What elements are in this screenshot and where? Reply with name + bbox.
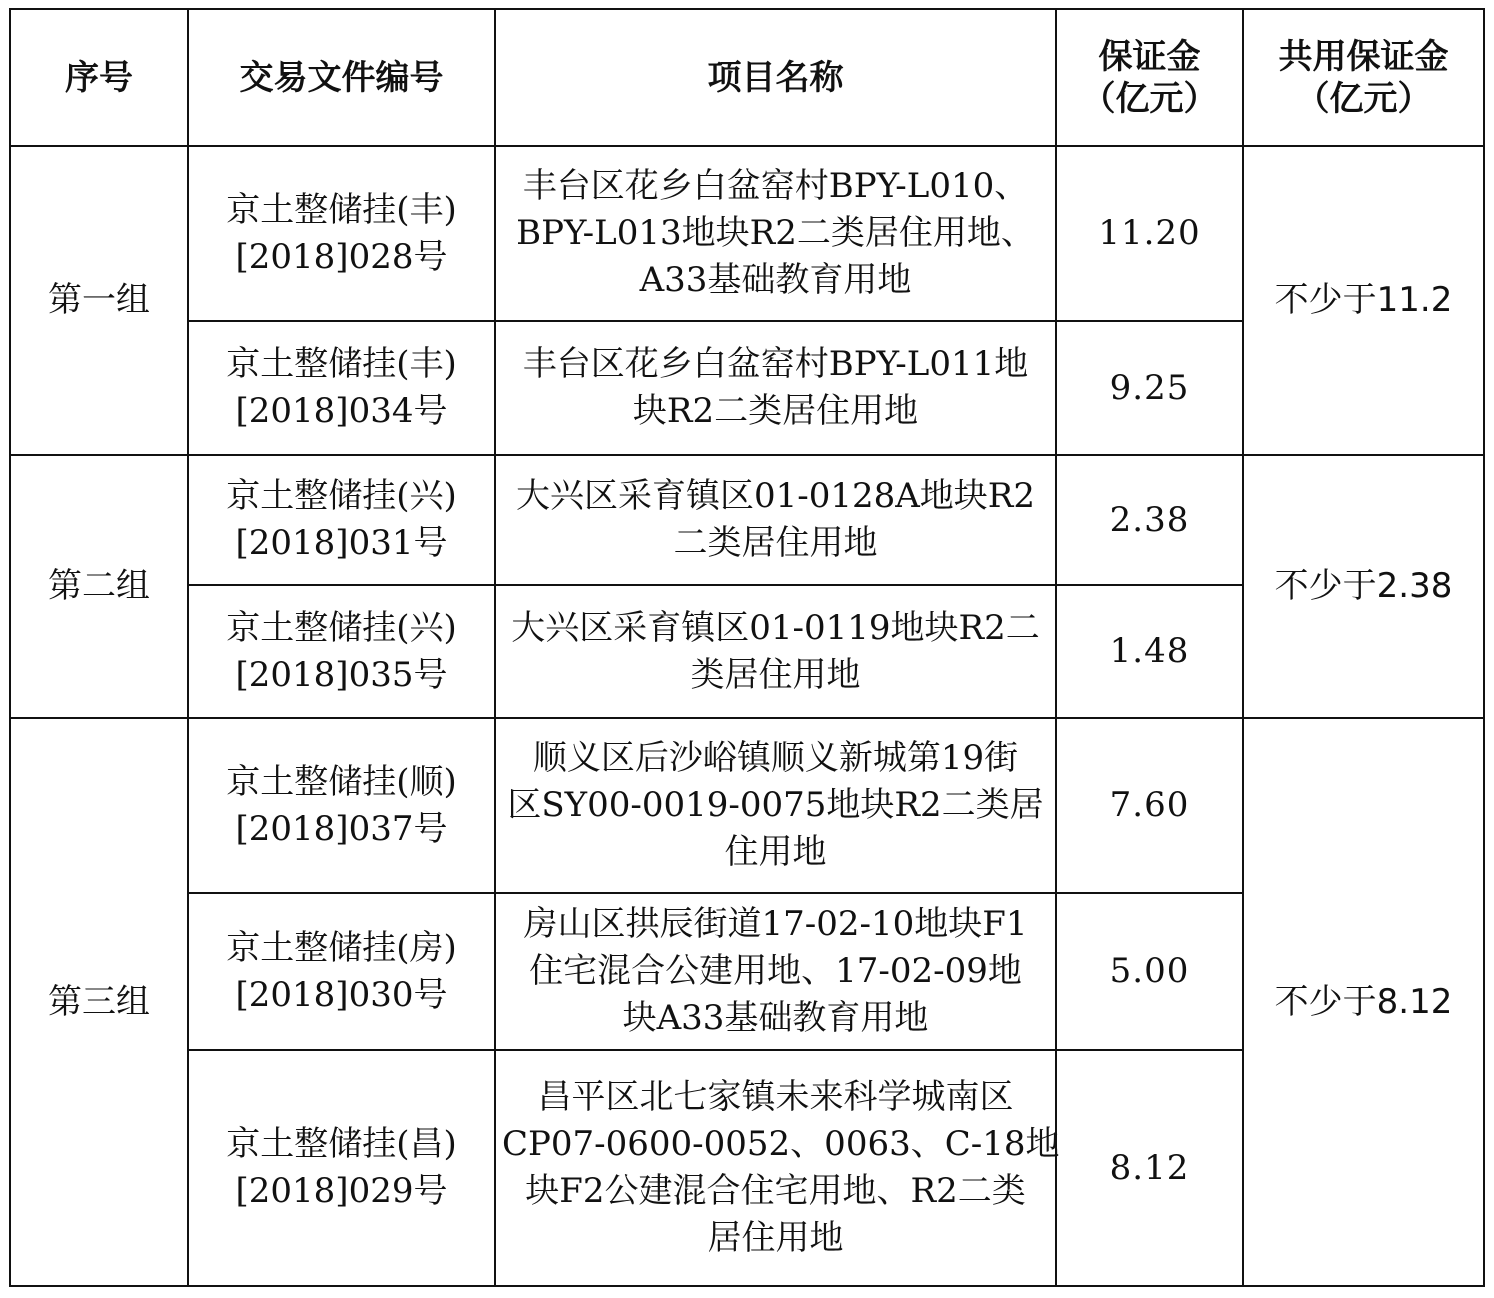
header-row [10, 9, 1484, 146]
deposit-cell: 2.38 [1056, 455, 1243, 585]
deposit-table [9, 8, 1485, 1287]
table-row [10, 146, 1484, 321]
deposit-cell: 5.00 [1056, 893, 1243, 1050]
shared-deposit-cell: 不少于2.38 [1243, 455, 1484, 718]
project-name-cell: 大兴区采育镇区01-0128A地块R2 二类居住用地 [495, 455, 1056, 585]
header-shared-deposit: 共用保证金 （亿元） [1243, 9, 1484, 146]
doc-number-cell: 京土整储挂(丰) [2018]028号 [188, 146, 495, 321]
deposit-cell: 9.25 [1056, 321, 1243, 455]
doc-number-cell: 京土整储挂(房) [2018]030号 [188, 893, 495, 1050]
shared-deposit-cell: 不少于11.2 [1243, 146, 1484, 455]
deposit-cell: 8.12 [1056, 1050, 1243, 1286]
deposit-cell: 7.60 [1056, 718, 1243, 893]
project-name-cell: 丰台区花乡白盆窑村BPY-L010、 BPY-L013地块R2二类居住用地、 A33基础教育用地 [495, 146, 1056, 321]
header-project-name: 项目名称 [495, 9, 1056, 146]
deposit-cell: 11.20 [1056, 146, 1243, 321]
header-doc-no: 交易文件编号 [188, 9, 495, 146]
table-row [10, 718, 1484, 893]
project-name-cell: 昌平区北七家镇未来科学城南区 CP07-0600-0052、0063、C-18地 块F2公建混合住宅用地、R2二类 居住用地 [495, 1050, 1056, 1286]
project-name-cell: 大兴区采育镇区01-0119地块R2二 类居住用地 [495, 585, 1056, 718]
doc-number-cell: 京土整储挂(顺) [2018]037号 [188, 718, 495, 893]
project-name-cell: 房山区拱辰街道17-02-10地块F1 住宅混合公建用地、17-02-09地 块A33基础教育用地 [495, 893, 1056, 1050]
table-row [10, 455, 1484, 585]
doc-number-cell: 京土整储挂(昌) [2018]029号 [188, 1050, 495, 1286]
group-label: 第二组 [10, 455, 188, 718]
doc-number-cell: 京土整储挂(丰) [2018]034号 [188, 321, 495, 455]
group-label: 第三组 [10, 718, 188, 1286]
deposit-cell: 1.48 [1056, 585, 1243, 718]
header-seq: 序号 [10, 9, 188, 146]
header-deposit: 保证金 （亿元） [1056, 9, 1243, 146]
doc-number-cell: 京土整储挂(兴) [2018]035号 [188, 585, 495, 718]
group-label: 第一组 [10, 146, 188, 455]
shared-deposit-cell: 不少于8.12 [1243, 718, 1484, 1286]
project-name-cell: 丰台区花乡白盆窑村BPY-L011地 块R2二类居住用地 [495, 321, 1056, 455]
doc-number-cell: 京土整储挂(兴) [2018]031号 [188, 455, 495, 585]
project-name-cell: 顺义区后沙峪镇顺义新城第19街 区SY00-0019-0075地块R2二类居 住用地 [495, 718, 1056, 893]
